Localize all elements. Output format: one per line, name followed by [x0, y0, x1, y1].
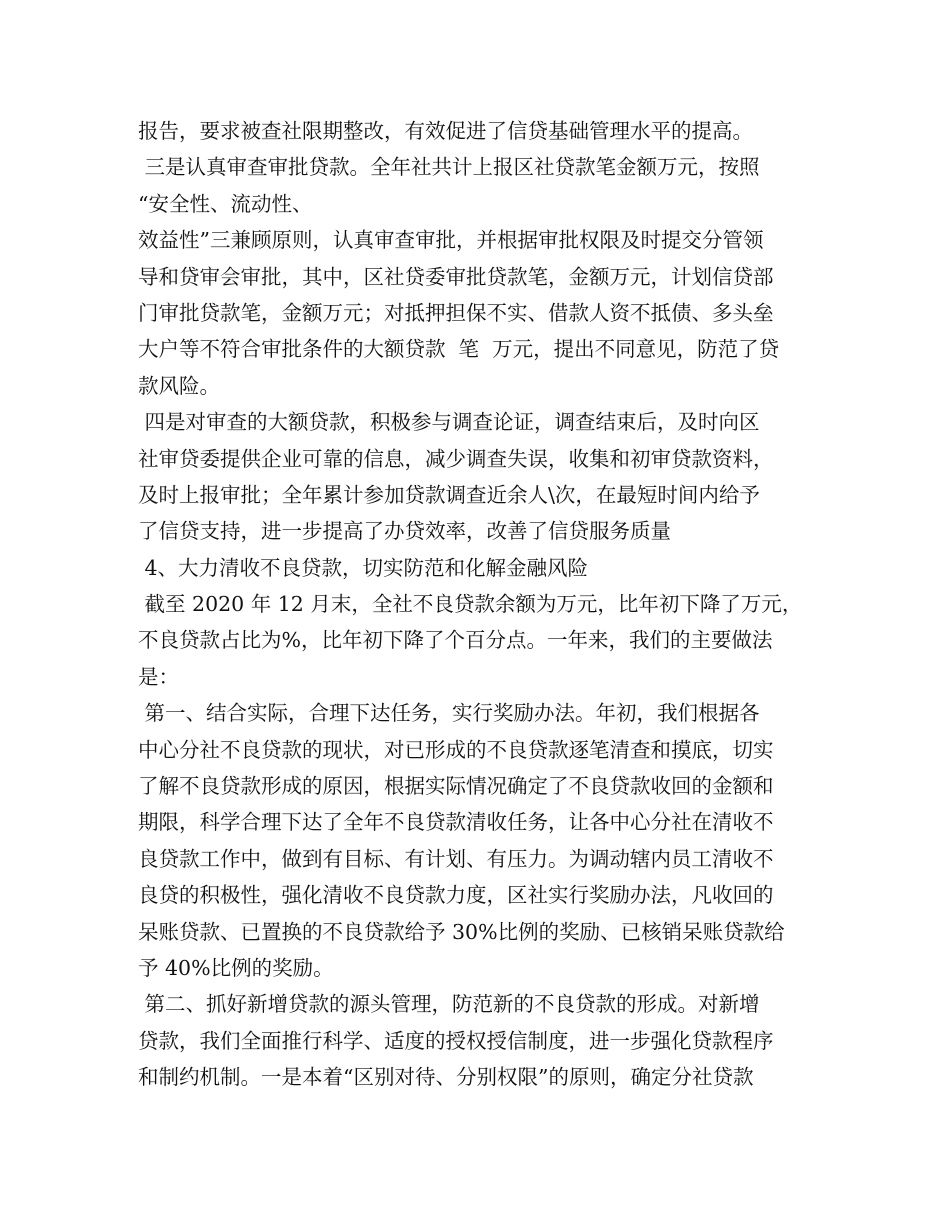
text-line: 良贷款工作中，做到有目标、有计划、有压力。为调动辖内员工清收不 — [138, 846, 774, 871]
text-line: 门审批贷款笔，金额万元；对抵押担保不实、借款人资不抵债、多头垒 — [138, 300, 774, 325]
text-line: 良贷的积极性，强化清收不良贷款力度，区社实行奖励办法，凡收回的 — [138, 883, 774, 908]
text-line: 予 40%比例的奖励。 — [138, 955, 334, 980]
text-line: 款风险。 — [138, 373, 220, 398]
text-line: “安全性、流动性、 — [138, 191, 313, 216]
text-line: 不良贷款占比为%，比年初下降了个百分点。一年来，我们的主要做法 — [138, 628, 773, 653]
text-line: 大户等不符合审批条件的大额贷款 笔 万元，提出不同意见，防范了贷 — [138, 337, 780, 362]
text-line: 了信贷支持，进一步提高了办贷效率，改善了信贷服务质量 — [138, 519, 671, 544]
text-line: 贷款，我们全面推行科学、适度的授权授信制度，进一步强化贷款程序 — [138, 1028, 774, 1053]
document-body — [138, 113, 828, 1096]
text-line: 效益性”三兼顾原则，认真审查审批，并根据审批权限及时提交分管领 — [138, 228, 764, 253]
text-line: 是： — [138, 664, 179, 689]
text-line: 导和贷审会审批，其中，区社贷委审批贷款笔，金额万元，计划信贷部 — [138, 264, 774, 289]
text-line: 第一、结合实际，合理下达任务，实行奖励办法。年初，我们根据各 — [138, 701, 760, 726]
text-line: 中心分社不良贷款的现状，对已形成的不良贷款逐笔清查和摸底，切实 — [138, 737, 774, 762]
text-line: 三是认真审查审批贷款。全年社共计上报区社贷款笔金额万元，按照 — [138, 155, 760, 180]
section-heading: 4、大力清收不良贷款，切实防范和化解金融风险 — [138, 555, 589, 580]
text-line: 了解不良贷款形成的原因，根据实际情况确定了不良贷款收回的金额和 — [138, 774, 774, 799]
text-line: 期限，科学合理下达了全年不良贷款清收任务，让各中心分社在清收不 — [138, 810, 774, 835]
text-line: 四是对审查的大额贷款，积极参与调查论证，调查结束后，及时向区 — [138, 410, 760, 435]
text-line: 及时上报审批；全年累计参加贷款调查近余人\次，在最短时间内给予 — [138, 482, 760, 507]
text-line: 报告，要求被查社限期整改，有效促进了信贷基础管理水平的提高。 — [138, 119, 753, 143]
text-line: 第二、抓好新增贷款的源头管理，防范新的不良贷款的形成。对新增 — [138, 992, 760, 1017]
text-line: 社审贷委提供企业可靠的信息，减少调查失误，收集和初审贷款资料， — [138, 446, 774, 471]
text-line: 截至 2020 年 12 月末，全社不良贷款余额为万元，比年初下降了万元， — [138, 592, 803, 617]
text-line: 呆账贷款、已置换的不良贷款给予 30%比例的奖励、已核销呆账贷款给 — [138, 919, 785, 944]
text-line: 和制约机制。一是本着“区别对待、分别权限”的原则，确定分社贷款 — [138, 1065, 754, 1090]
